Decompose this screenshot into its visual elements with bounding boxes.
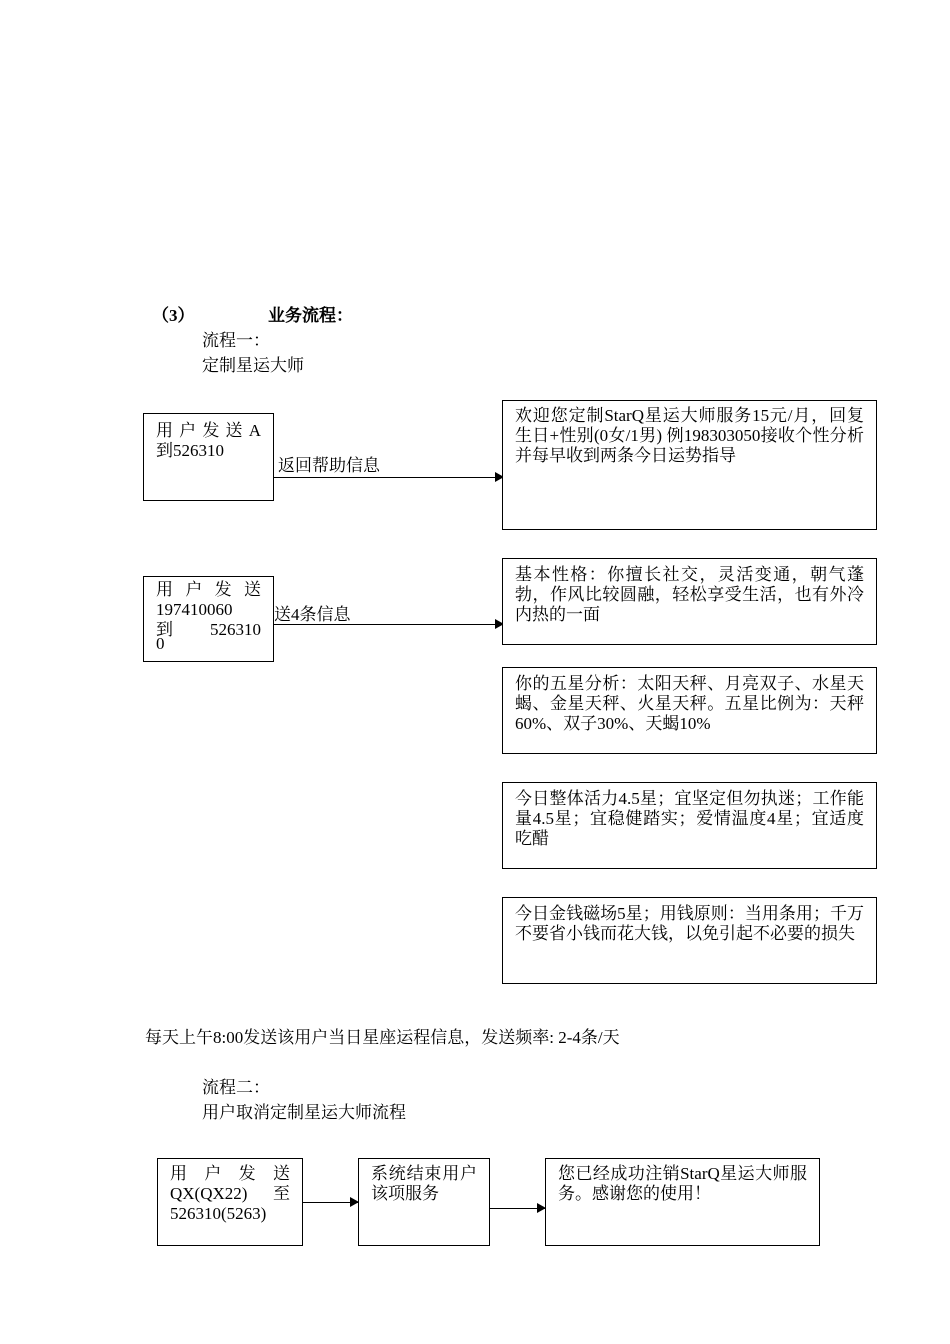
flow1-info-box-2 bbox=[502, 667, 877, 754]
flow2-request-line3: 526310(5263) bbox=[170, 1204, 267, 1223]
flow1-request-line1: 用户发送A bbox=[156, 421, 261, 440]
flow1-birthday-line3: 到 526310 bbox=[156, 620, 261, 639]
flow1-birthday-line4: 0 bbox=[156, 634, 165, 653]
flow2-request-box bbox=[157, 1158, 303, 1246]
flow2-name: 用户取消定制星运大师流程 bbox=[202, 1103, 406, 1122]
flow2-arrow1 bbox=[303, 1202, 358, 1203]
daily-note: 每天上午8:00发送该用户当日星座运程信息，发送频率: 2-4条/天 bbox=[145, 1028, 620, 1047]
flow1-reply-box bbox=[502, 400, 877, 530]
flow1-arrow2 bbox=[274, 624, 503, 625]
flow2-confirm-text: 您已经成功注销StarQ星运大师服务。感谢您的使用！ bbox=[558, 1164, 807, 1203]
flow1-arrow1-label: 返回帮助信息 bbox=[278, 456, 380, 475]
flow1-info-4-text: 今日金钱磁场5星；用钱原则：当用条用；千万不要省小钱而花大钱，以免引起不必要的损失 bbox=[515, 904, 864, 943]
flow1-birthday-box bbox=[143, 576, 274, 662]
flow2-system-text: 系统结束用户该项服务 bbox=[371, 1164, 477, 1203]
flow1-birthday-line1: 用户发送 bbox=[156, 580, 261, 599]
flow1-info-3-text: 今日整体活力4.5星；宜坚定但勿执迷；工作能量4.5星；宜稳健踏实；爱情温度4星；宜适度吃醋 bbox=[515, 789, 864, 848]
section-number: （3） bbox=[152, 306, 195, 325]
section-title: 业务流程： bbox=[268, 306, 353, 325]
flow1-name: 定制星运大师 bbox=[202, 356, 304, 375]
flow1-info-box-1 bbox=[502, 558, 877, 645]
flow1-info-1-text: 基本性格：你擅长社交，灵活变通，朝气蓬勃，作风比较圆融，轻松享受生活，也有外冷内热的一面 bbox=[515, 565, 864, 624]
flow1-request-box bbox=[143, 413, 274, 501]
flow1-label: 流程一： bbox=[202, 331, 270, 350]
flow1-info-2-text: 你的五星分析：太阳天秤、月亮双子、水星天蝎、金星天秤、火星天秤。五星比例为：天秤60%、双子30%、天蝎10% bbox=[515, 674, 864, 733]
flow1-info-box-3 bbox=[502, 782, 877, 869]
flow2-arrow2 bbox=[490, 1208, 545, 1209]
flow2-request-line2: QX(QX22) 至 bbox=[170, 1184, 290, 1203]
flow1-birthday-line2: 197410060 bbox=[156, 600, 233, 619]
flow1-arrow1 bbox=[274, 477, 503, 478]
flow1-request-line2: 到526310 bbox=[156, 441, 224, 460]
flow2-confirm-box bbox=[545, 1158, 820, 1246]
flow1-info-box-4 bbox=[502, 897, 877, 984]
flow2-request-line1: 用户发送 bbox=[170, 1164, 290, 1183]
flow1-reply-text: 欢迎您定制StarQ星运大师服务15元/月，回复生日+性别(0女/1男) 例198303050接收个性分析并每早收到两条今日运势指导 bbox=[515, 406, 864, 465]
flow1-arrow2-label: 送4条信息 bbox=[274, 605, 351, 624]
flow2-system-box bbox=[358, 1158, 490, 1246]
flow2-label: 流程二： bbox=[202, 1078, 270, 1097]
